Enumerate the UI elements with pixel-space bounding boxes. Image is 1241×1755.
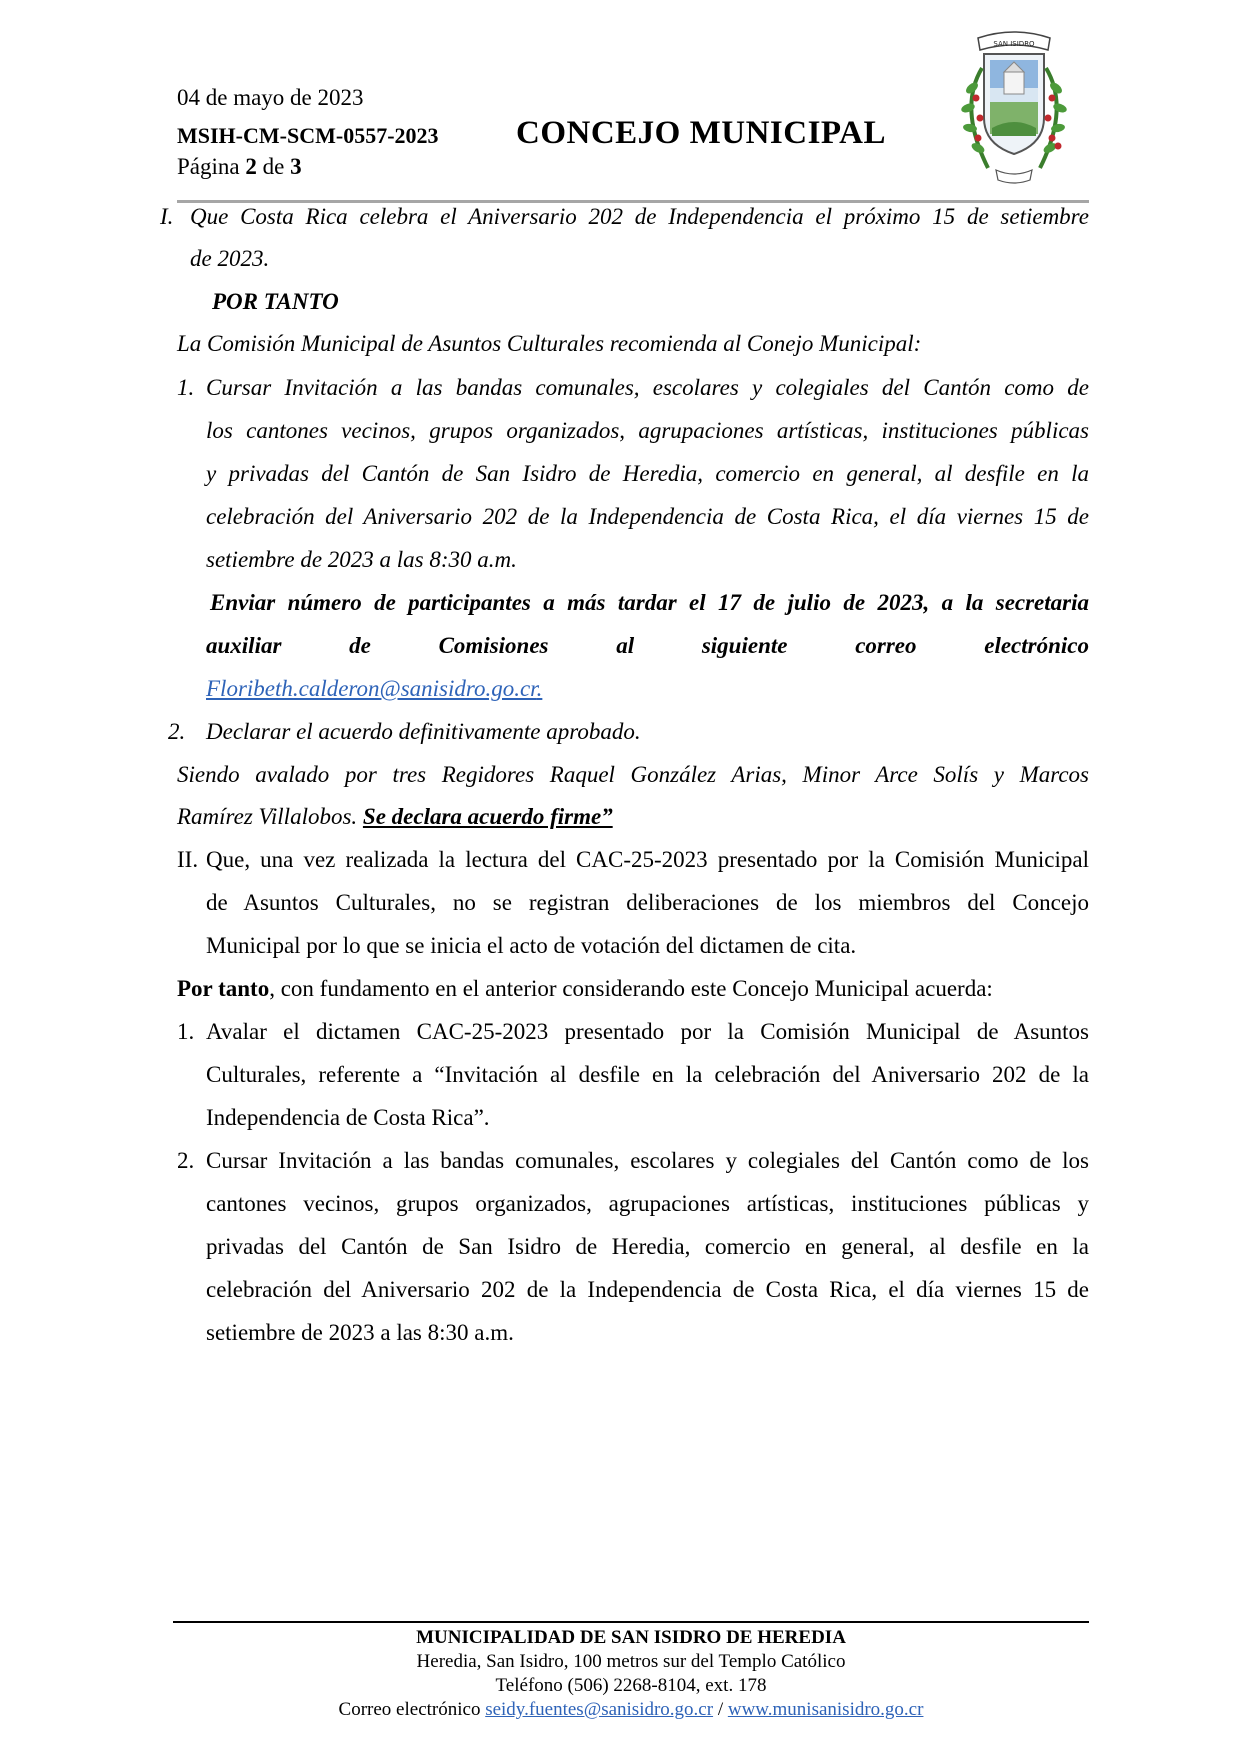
item-ii-marker: II. [177,847,199,872]
item-i-line-2: de 2023. [190,246,270,271]
footer-divider [173,1621,1089,1623]
endorsed-line-1: Siendo avalado por tres Regidores Raquel González Arias, Minor Arce Solís y Marcos [177,762,1089,787]
endorsed-names-tail: Ramírez Villalobos. [177,804,363,829]
rec-1-marker: 1. [177,375,195,400]
agreement-2-line-5: setiembre de 2023 a las 8:30 a.m. [206,1320,514,1345]
firm-agreement-declaration: Se declara acuerdo firme” [362,804,613,829]
secretary-email-link[interactable]: Floribeth.calderon@sanisidro.go.cr [206,676,537,701]
por-tanto-heading: POR TANTO [212,289,339,314]
item-i-line-1: Que Costa Rica celebra el Aniversario 202 de Independencia el próximo 15 de setiembre [190,204,1089,229]
document-date: 04 de mayo de 2023 [177,85,364,110]
agreement-2-line-3: privadas del Cantón de San Isidro de Heredia, comercio en general, al desfile en la [206,1234,1089,1259]
commission-intro: La Comisión Municipal de Asuntos Culturales recomienda al Conejo Municipal: [177,331,922,356]
item-ii-line-2: de Asuntos Culturales, no se registran deliberaciones de los miembros del Concejo [206,890,1089,915]
page-of: de [256,154,291,179]
page-number [177,153,302,181]
agreement-2-line-2: cantones vecinos, grupos organizados, agrupaciones artísticas, instituciones públicas y [206,1191,1089,1216]
por-tanto-paragraph [177,975,993,1003]
document-reference: MSIH-CM-SCM-0557-2023 [177,123,439,148]
page-title: CONCEJO MUNICIPAL [516,115,886,151]
por-tanto-bold: Por tanto [177,976,270,1001]
agreement-2-line-4: celebración del Aniversario 202 de la Independencia de Costa Rica, el día viernes 15 de [206,1277,1089,1302]
item-i-marker: I. [160,204,174,229]
footer-phone: Teléfono (506) 2268-8104, ext. 178 [495,1675,767,1696]
por-tanto-rest: , con fundamento en el anterior considerando este Concejo Municipal acuerda: [269,976,993,1001]
agreement-1-line-1: Avalar el dictamen CAC-25-2023 presentado por la Comisión Municipal de Asuntos [206,1019,1089,1044]
seal-caption: SAN ISIDRO [993,40,1035,48]
send-email-line [206,675,542,703]
endorsed-line-2 [177,803,613,831]
rec-1-line-1: Cursar Invitación a las bandas comunales, escolares y colegiales del Cantón como de [206,375,1089,400]
agreement-2-marker: 2. [177,1148,195,1173]
rec-1-line-4: celebración del Aniversario 202 de la Independencia de Costa Rica, el día viernes 15 de [206,504,1089,529]
send-instruction-line-1: Enviar número de participantes a más tardar el 17 de julio de 2023, a la secretaria [210,590,1089,615]
page-total: 3 [290,154,302,179]
footer-address: Heredia, San Isidro, 100 metros sur del Templo Católico [416,1651,846,1672]
page-current: 2 [245,154,257,179]
agreement-1-line-3: Independencia de Costa Rica”. [206,1105,490,1130]
municipal-seal-icon [948,28,1080,190]
rec-2-marker: 2. [168,719,186,744]
rec-1-line-3: y privadas del Cantón de San Isidro de Heredia, comercio en general, al desfile en la [206,461,1089,486]
footer-separator: / [713,1699,728,1720]
secretary-email-tail: . [536,676,543,701]
footer-email-link[interactable]: seidy.fuentes@sanisidro.go.cr [485,1699,714,1720]
agreement-1-marker: 1. [177,1019,195,1044]
agreement-1-line-2: Culturales, referente a “Invitación al desfile en la celebración del Aniversario 202 de la [206,1062,1089,1087]
rec-2-text: Declarar el acuerdo definitivamente aprobado. [206,719,641,744]
rec-1-line-2: los cantones vecinos, grupos organizados, agrupaciones artísticas, instituciones públicas [206,418,1089,443]
send-instruction-line-2: auxiliar de Comisiones al siguiente correo electrónico [206,633,1089,658]
footer-contact-line [173,1698,1089,1722]
footer-website-link[interactable]: www.munisanisidro.go.cr [727,1699,924,1720]
item-ii-line-3: Municipal por lo que se inicia el acto de votación del dictamen de cita. [206,933,857,958]
item-ii-line-1: Que, una vez realizada la lectura del CAC-25-2023 presentado por la Comisión Municipal [206,847,1089,872]
rec-1-line-5: setiembre de 2023 a las 8:30 a.m. [206,547,517,572]
agreement-2-line-1: Cursar Invitación a las bandas comunales, escolares y colegiales del Cantón como de los [206,1148,1089,1173]
footer-email-label: Correo electrónico [338,1699,486,1720]
footer-organization: MUNICIPALIDAD DE SAN ISIDRO DE HEREDIA [416,1627,846,1648]
page-prefix: Página [177,154,246,179]
